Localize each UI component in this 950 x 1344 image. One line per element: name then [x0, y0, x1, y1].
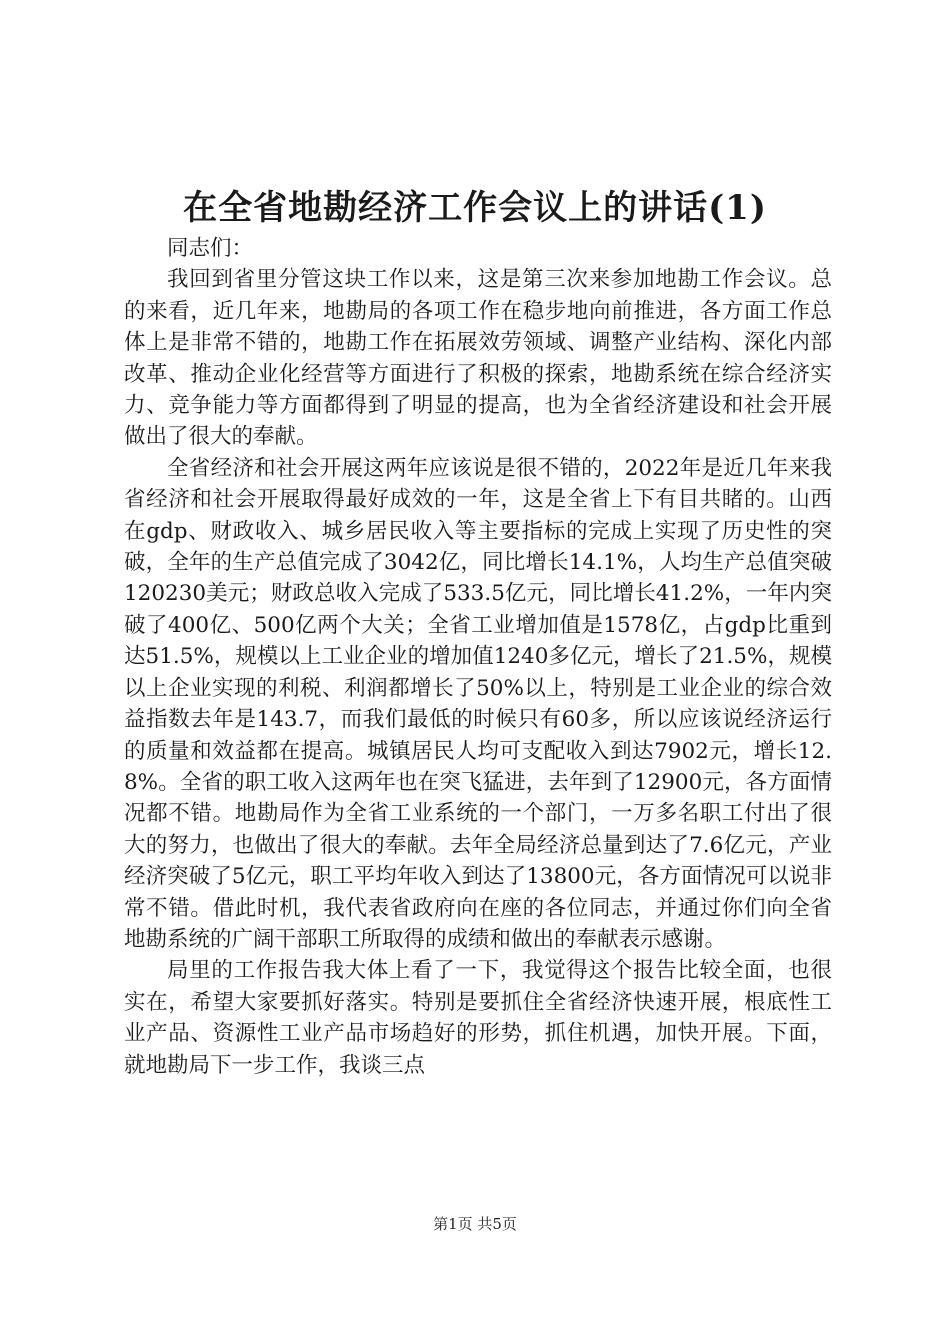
- document-title: 在全省地勘经济工作会议上的讲话(1): [183, 188, 767, 228]
- paragraph: 全省经济和社会开展这两年应该说是很不错的，2022年是近几年来我省经济和社会开展取得最好成效的一年，这是全省上下有目共睹的。山西在gdp、财政收入、城乡居民收入等主要指标的完成上实现了历史性的突破，全年的生产总值完成了3042亿，同比增长14.1%，人均生产总值突破120230美元；财政总收入完成了533.5亿元，同比增长41.2%，一年内突破了400亿、500亿两个大关；全省工业增加值是1578亿，占gdp比重到达51.5%，规模以上工业企业的增加值1240多亿元，增长了21.5%，规模以上企业实现的利税、利润都增长了50%以上，特别是工业企业的综合效益指数去年是143.7，而我们最低的时候只有60多，所以应该说经济运行的质量和效益都在提高。城镇居民人均可支配收入到达7902元，增长12.8%。全省的职工收入这两年也在突飞猛进，去年到了12900元，各方面情况都不错。地勘局作为全省工业系统的一个部门，一万多名职工付出了很大的努力，也做出了很大的奉献。去年全局经济总量到达了7.6亿元，产业经济突破了5亿元，职工平均年收入到达了13800元，各方面情况可以说非常不错。借此时机，我代表省政府向在座的各位同志，并通过你们向全省地勘系统的广阔干部职工所取得的成绩和做出的奉献表示感谢。: [124, 455, 832, 952]
- page-number-footer: 第1页 共5页: [433, 1215, 517, 1233]
- paragraph: 局里的工作报告我大体上看了一下，我觉得这个报告比较全面，也很实在，希望大家要抓好落实。特别是要抓住全省经济快速开展，根底性工业产品、资源性工业产品市场趋好的形势，抓住机遇，加快开展。下面，就地勘局下一步工作，我谈三点: [124, 958, 832, 1078]
- salutation: 同志们：: [167, 236, 254, 261]
- paragraph: 我回到省里分管这块工作以来，这是第三次来参加地勘工作会议。总的来看，近几年来，地勘局的各项工作在稳步地向前推进，各方面工作总体上是非常不错的，地勘工作在拓展效劳领域、调整产业结构、深化内部改革、推动企业化经营等方面进行了积极的探索，地勘系统在综合经济实力、竞争能力等方面都得到了明显的提高，也为全省经济建设和社会开展做出了很大的奉献。: [124, 267, 832, 450]
- document-body: [124, 233, 832, 1081]
